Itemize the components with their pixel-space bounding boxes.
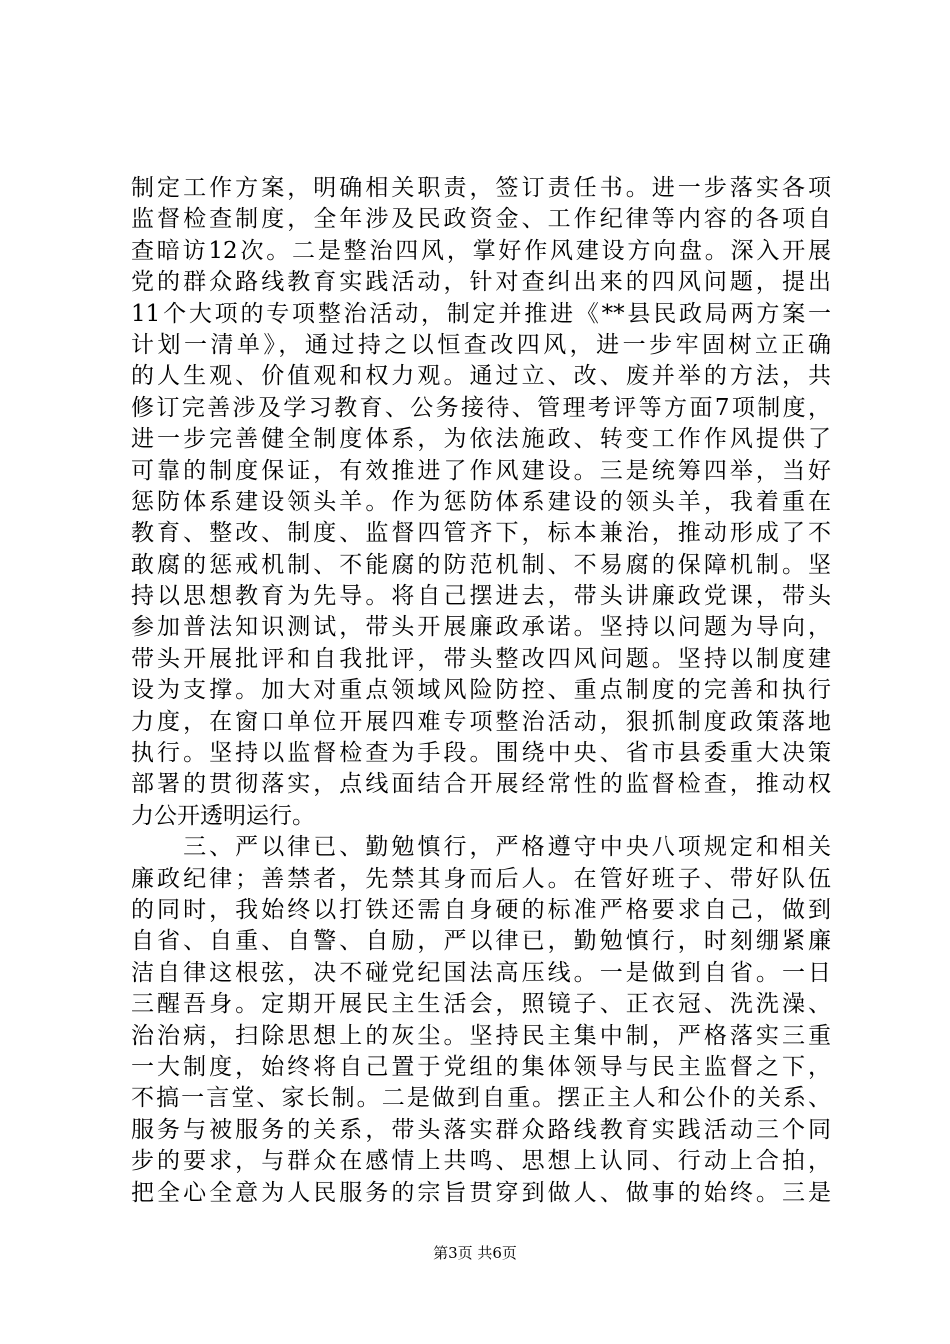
text-line: 三醒吾身。定期开展民主生活会，照镜子、正衣冠、洗洗澡、 — [131, 991, 831, 1018]
text-line: 制定工作方案，明确相关职责，签订责任书。进一步落实各项 — [131, 175, 831, 201]
text-line: 敢腐的惩戒机制、不能腐的防范机制、不易腐的保障机制。坚 — [131, 551, 831, 578]
text-line: 计划一清单》，通过持之以恒查改四风，进一步牢固树立正确 — [131, 331, 831, 358]
text-line: 的同时，我始终以打铁还需自身硬的标准严格要求自己，做到 — [131, 896, 831, 923]
text-line: 11个大项的专项整治活动，制定并推进《**县民政局两方案一 — [131, 300, 831, 327]
text-line: 步的要求，与群众在感情上共鸣、思想上认同、行动上合拍， — [131, 1148, 831, 1175]
text-line: 设为支撑。加大对重点领域风险防控、重点制度的完善和执行 — [131, 677, 831, 704]
text-line: 监督检查制度，全年涉及民政资金、工作纪律等内容的各项自 — [131, 206, 831, 233]
text-line: 的人生观、价值观和权力观。通过立、改、废并举的方法，共 — [131, 363, 831, 390]
text-line: 修订完善涉及学习教育、公务接待、管理考评等方面7项制度， — [131, 394, 831, 421]
text-line: 服务与被服务的关系，带头落实群众路线教育实践活动三个同 — [131, 1116, 831, 1143]
text-line: 自省、自重、自警、自励，严以律已，勤勉慎行，时刻绷紧廉 — [131, 928, 831, 955]
text-line: 惩防体系建设领头羊。作为惩防体系建设的领头羊，我着重在 — [131, 488, 831, 515]
text-line: 党的群众路线教育实践活动，针对查纠出来的四风问题，提出 — [131, 269, 831, 296]
text-line: 教育、整改、制度、监督四管齐下，标本兼治，推动形成了不 — [131, 520, 831, 547]
text-line: 可靠的制度保证，有效推进了作风建设。三是统筹四举，当好 — [131, 457, 831, 484]
text-line: 治治病，扫除思想上的灰尘。坚持民主集中制，严格落实三重 — [131, 1022, 831, 1049]
page-number-footer: 第3页 共6页 — [433, 1244, 517, 1262]
text-line: 力度，在窗口单位开展四难专项整治活动，狠抓制度政策落地 — [131, 708, 831, 735]
text-line: 把全心全意为人民服务的宗旨贯穿到做人、做事的始终。三是 — [131, 1179, 831, 1206]
text-line: 不搞一言堂、家长制。二是做到自重。摆正主人和公仆的关系、 — [131, 1085, 831, 1112]
text-line: 执行。坚持以监督检查为手段。围绕中央、省市县委重大决策 — [131, 740, 831, 767]
text-line: 持以思想教育为先导。将自己摆进去，带头讲廉政党课，带头 — [131, 583, 831, 610]
text-line: 洁自律这根弦，决不碰党纪国法高压线。一是做到自省。一日 — [131, 959, 831, 986]
paragraph-end-line: 力公开透明运行。 — [131, 802, 315, 829]
text-line: 带头开展批评和自我批评，带头整改四风问题。坚持以制度建 — [131, 645, 831, 672]
text-line: 廉政纪律；善禁者，先禁其身而后人。在管好班子、带好队伍 — [131, 865, 831, 892]
paragraph-start-line: 三、严以律已、勤勉慎行，严格遵守中央八项规定和相关 — [131, 834, 831, 861]
text-line: 参加普法知识测试，带头开展廉政承诺。坚持以问题为导向， — [131, 614, 831, 641]
text-line: 进一步完善健全制度体系，为依法施政、转变工作作风提供了 — [131, 426, 831, 453]
text-line: 查暗访12次。二是整治四风，掌好作风建设方向盘。深入开展 — [131, 237, 831, 264]
text-line: 部署的贯彻落实，点线面结合开展经常性的监督检查，推动权 — [131, 771, 831, 798]
text-line: 一大制度，始终将自己置于党组的集体领导与民主监督之下， — [131, 1053, 831, 1080]
body-text — [131, 173, 831, 1209]
